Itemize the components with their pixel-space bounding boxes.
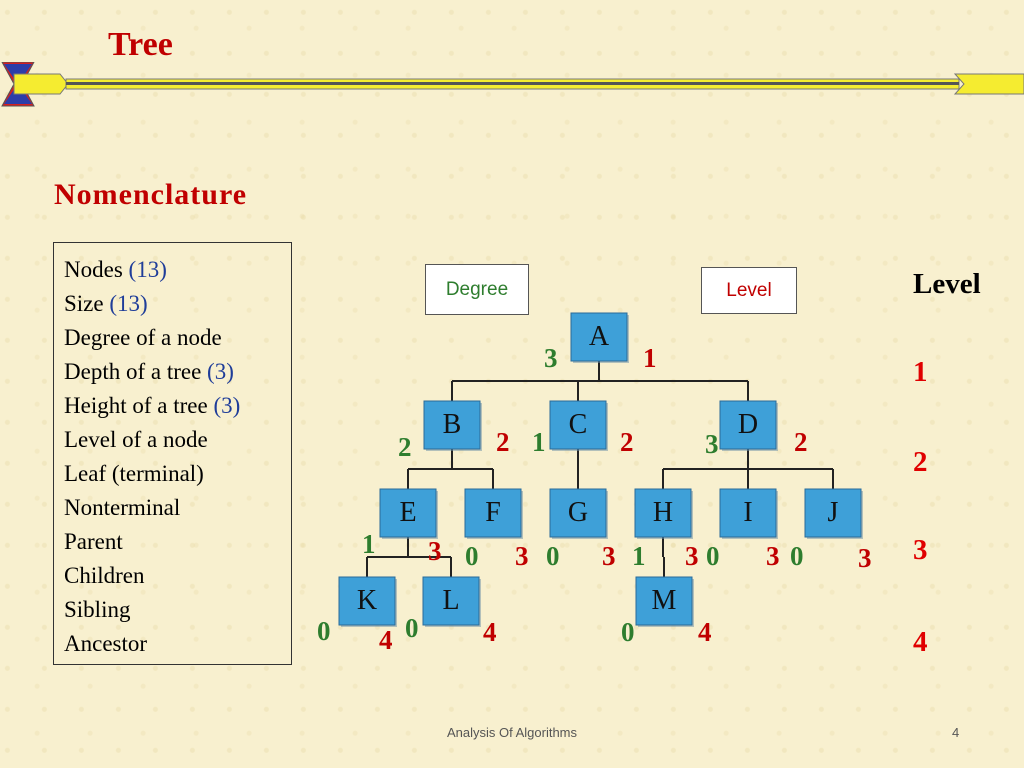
node-level: 3 [858,543,872,573]
node-level: 4 [698,617,712,647]
node-degree: 3 [544,343,558,373]
level-legend-box: Level [701,267,797,314]
node-level: 3 [602,541,616,571]
node-level: 4 [379,625,393,655]
nomenclature-term: Depth of a tree [64,359,208,384]
node-degree: 0 [546,541,560,571]
node-level: 2 [794,427,808,457]
nomenclature-count: (13) [109,291,148,316]
node-label: D [737,409,759,440]
node-degree: 1 [362,529,376,559]
tree-node-k [317,577,397,655]
nomenclature-term: Height of a tree [64,393,214,418]
tree-node-a [544,313,657,373]
level-value: 4 [913,626,928,658]
node-degree: 3 [705,429,719,459]
nomenclature-term: Parent [64,529,123,554]
node-degree: 2 [398,432,412,462]
nomenclature-term: Size [64,291,110,316]
nomenclature-count: (3) [207,359,234,384]
tree-node-b [398,401,510,462]
nomenclature-count: (13) [128,257,167,282]
tree-node-h [632,489,699,571]
tree-node-e [362,489,442,566]
node-degree: 0 [790,541,804,571]
nomenclature-term: Level of a node [64,427,208,452]
degree-legend-box: Degree [425,264,529,315]
node-degree: 0 [706,541,720,571]
node-degree: 0 [317,616,331,646]
node-level: 3 [766,541,780,571]
node-level: 3 [685,541,699,571]
node-label: C [568,409,588,440]
node-label: G [567,497,589,528]
tree-node-g [546,489,616,571]
level-value: 3 [913,534,928,566]
node-label: A [588,321,610,352]
level-column [913,268,1003,658]
tree-node-f [465,489,529,571]
footer-text: Analysis Of Algorithms [446,725,578,740]
node-label: F [485,497,501,528]
nomenclature-term: Sibling [64,597,131,622]
level-value: 2 [913,446,928,478]
tree-node-c [532,401,634,457]
level-column-heading: Level [913,268,981,300]
node-degree: 1 [632,541,646,571]
nomenclature-count: (3) [213,393,241,418]
node-label: K [356,585,378,616]
node-label: B [442,409,462,440]
node-level: 3 [515,541,529,571]
node-label: J [827,497,839,528]
tree-node-j [790,489,872,573]
tree-node-d [705,401,808,459]
node-degree: 0 [621,617,635,647]
slide-title: Tree [108,26,173,63]
tree-node-l [405,577,497,647]
node-level: 2 [496,427,510,457]
nomenclature-term: Leaf (terminal) [64,461,204,486]
page-number: 4 [952,725,960,740]
nomenclature-term: Children [64,563,145,588]
node-level: 2 [620,427,634,457]
section-heading: Nomenclature [54,178,248,211]
node-degree: 0 [465,541,479,571]
nomenclature-term: Nodes [64,257,129,282]
node-degree: 1 [532,427,546,457]
node-degree: 0 [405,613,419,643]
level-value: 1 [913,356,928,388]
nomenclature-term: Ancestor [64,631,148,656]
node-level: 3 [428,536,442,566]
node-label: H [652,497,674,528]
tree-node-i [706,489,780,571]
tree-node-m [621,577,712,647]
node-label: M [651,585,677,616]
node-label: E [399,497,417,528]
node-label: I [743,497,753,528]
nomenclature-term: Nonterminal [64,495,181,520]
node-level: 4 [483,617,497,647]
node-label: L [442,585,460,616]
nomenclature-term: Degree of a node [64,325,222,350]
node-level: 1 [643,343,657,373]
